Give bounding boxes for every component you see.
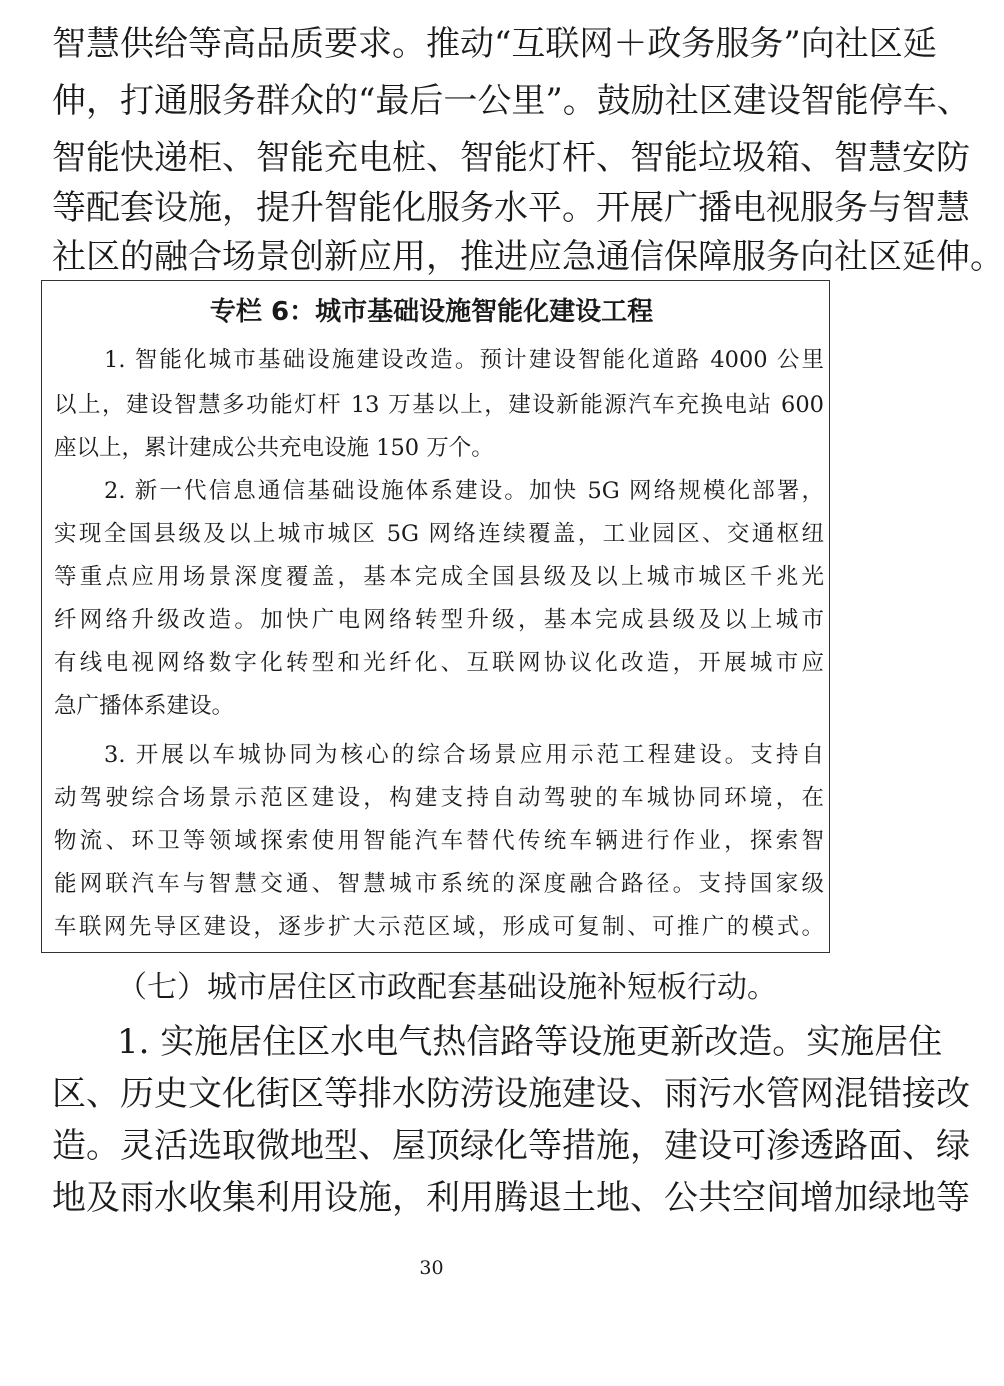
column-box-line: 1. 智能化城市基础设施建设改造。预计建设智能化道路 4000 公里 — [104, 347, 824, 373]
column-box-line: 座以上，累计建成公共充电设施 150 万个。 — [54, 435, 494, 461]
paragraph-line: 1. 实施居住区水电气热信路等设施更新改造。实施居住 — [117, 1022, 943, 1062]
page-number: 30 — [419, 1257, 444, 1279]
column-box-line: 以上，建设智慧多功能灯杆 13 万基以上，建设新能源汽车充换电站 600 — [54, 392, 824, 418]
paragraph-line: 智能快递柜、智能充电桩、智能灯杆、智能垃圾箱、智慧安防 — [52, 138, 970, 178]
paragraph-line: 等配套设施，提升智能化服务水平。开展广播电视服务与智慧 — [52, 188, 970, 228]
column-box-line: 急广播体系建设。 — [54, 693, 235, 719]
paragraph-line: 造。灵活选取微地型、屋顶绿化等措施，建设可渗透路面、绿 — [52, 1126, 970, 1166]
column-box-line: 物流、环卫等领域探索使用智能汽车替代传统车辆进行作业，探索智 — [54, 828, 824, 854]
column-box-title: 专栏 6：城市基础设施智能化建设工程 — [209, 297, 654, 327]
column-box-line: 纤网络升级改造。加快广电网络转型升级，基本完成县级及以上城市 — [54, 607, 824, 633]
column-box-line: 有线电视网络数字化转型和光纤化、互联网协议化改造，开展城市应 — [54, 650, 824, 676]
section-heading: （七）城市居住区市政配套基础设施补短板行动。 — [117, 970, 777, 1005]
column-box-line: 动驾驶综合场景示范区建设，构建支持自动驾驶的车城协同环境，在 — [54, 785, 824, 811]
column-box-line: 3. 开展以车城协同为核心的综合场景应用示范工程建设。支持自 — [104, 742, 824, 768]
column-box-line: 实现全国县级及以上城市城区 5G 网络连续覆盖，工业园区、交通枢纽 — [54, 521, 824, 547]
paragraph-line: 地及雨水收集利用设施，利用腾退土地、公共空间增加绿地等 — [52, 1178, 970, 1218]
paragraph-line: 伸，打通服务群众的“最后一公里”。鼓励社区建设智能停车、 — [52, 81, 971, 121]
column-box-line: 等重点应用场景深度覆盖，基本完成全国县级及以上城市城区千兆光 — [54, 564, 824, 590]
paragraph-line: 智慧供给等高品质要求。推动“互联网＋政务服务”向社区延 — [52, 24, 937, 64]
column-box-line: 2. 新一代信息通信基础设施体系建设。加快 5G 网络规模化部署， — [104, 478, 824, 504]
paragraph-line: 社区的融合场景创新应用，推进应急通信保障服务向社区延伸。 — [52, 237, 1004, 277]
column-box-line: 能网联汽车与智慧交通、智慧城市系统的深度融合路径。支持国家级 — [54, 871, 824, 897]
paragraph-line: 区、历史文化街区等排水防涝设施建设、雨污水管网混错接改 — [52, 1074, 970, 1114]
column-box-line: 车联网先导区建设，逐步扩大示范区域，形成可复制、可推广的模式。 — [54, 914, 824, 940]
